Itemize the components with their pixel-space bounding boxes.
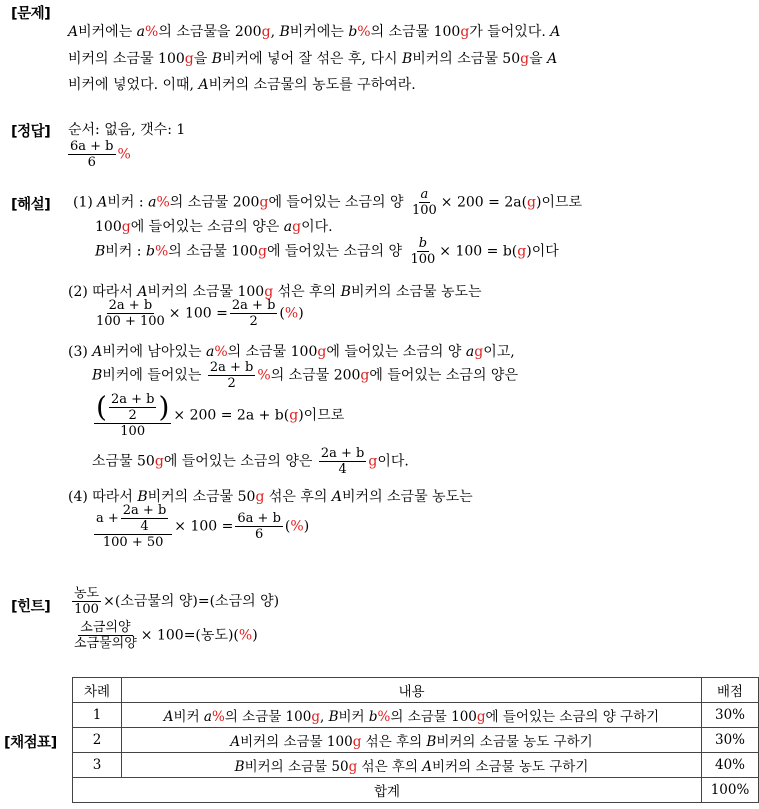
rubric-header-no: 차례 [73, 678, 122, 703]
rubric-row [73, 728, 759, 753]
rubric-row [73, 753, 759, 778]
solution-2a: (2) 따라서 A비커의 소금물 100g 섞은 후의 B비커의 소금물 농도는 [68, 284, 482, 300]
solution-3d: 소금물 50g에 들어있는 소금의 양은 $\frac{2a + b}{4}$ g이다. [92, 446, 409, 477]
rubric-total-row [73, 778, 759, 803]
rubric-table [72, 677, 759, 803]
rubric-total-score: 100% [702, 778, 759, 803]
rubric-header-content: 내용 [122, 678, 702, 703]
rubric-row-score: 30% [702, 728, 759, 753]
solution-2b: $\frac{2a + b}{100 + 100}$ × 100 = $\frac{2a + b}{2}$ (%) [96, 298, 304, 329]
problem-line-1: A비커에는 a%의 소금물을 200g, B비커에는 b%의 소금물 100g가 들어있다. A [68, 24, 561, 40]
rubric-row [73, 703, 759, 728]
hint-tag: [힌트] [11, 599, 51, 615]
solution-4a: (4) 따라서 B비커의 소금물 50g 섞은 후의 A비커의 소금물 농도는 [68, 489, 473, 505]
solution-1b: 100g에 들어있는 소금의 양은 ag이다. [95, 219, 333, 235]
solution-4b: a + $\frac{2a + b}{4}$ 100 + 50 × 100 = $\frac{6a + b}{6}$ (%) [96, 503, 310, 550]
rubric-row-no: 1 [73, 703, 122, 728]
answer-tag: [정답] [11, 124, 51, 140]
rubric-header-row [73, 678, 759, 703]
rubric-row-no: 3 [73, 753, 122, 778]
rubric-row-content: B비커의 소금물 50g 섞은 후의 A비커의 소금물 농도 구하기 [122, 753, 702, 778]
answer-value: $\frac{6a + b}{6}$ % [70, 139, 131, 170]
hint-2: $\frac{\text{소금의양}}{\text{소금물의양}}$ × 100=(농도)(%) [74, 620, 258, 651]
solution-3b: B비커에 들어있는 $\frac{2a + b}{2}$ %의 소금물 200g에 들어있는 소금의 양은 [92, 360, 518, 391]
rubric-row-score: 30% [702, 703, 759, 728]
rubric-header-score: 배점 [702, 678, 759, 703]
solution-3a: (3) A비커에 남아있는 a%의 소금물 100g에 들어있는 소금의 양 ag이고, [68, 344, 515, 360]
solution-1a: (1) A비커 : a%의 소금물 200g에 들어있는 소금의 양 $\frac{a}{100}$ × 200 = 2a(g)이므로 [73, 187, 583, 218]
problem-line-2: 비커의 소금물 100g을 B비커에 넣어 잘 섞은 후, 다시 B비커의 소금물 50g을 A [68, 51, 558, 67]
rubric-total-label: 합계 [73, 778, 702, 803]
hint-1: $\frac{\text{농도}}{100}$ ×(소금물의 양)=(소금의 양) [74, 586, 280, 617]
problem-tag: [문제] [11, 6, 51, 22]
solution-1c: B비커 : b%의 소금물 100g에 들어있는 소금의 양 $\frac{b}{100}$ × 100 = b(g)이다 [95, 236, 559, 267]
rubric-tag: [채점표] [4, 735, 57, 751]
solution-3c: ( $\frac{2a + b}{2}$ ) 100 × 200 = 2a + b(g)이므로 [96, 390, 345, 439]
rubric-row-no: 2 [73, 728, 122, 753]
answer-order: 순서: 없음, 갯수: 1 [68, 122, 186, 138]
rubric-row-content: A비커의 소금물 100g 섞은 후의 B비커의 소금물 농도 구하기 [122, 728, 702, 753]
rubric-row-score: 40% [702, 753, 759, 778]
rubric-row-content: A비커 a%의 소금물 100g, B비커 b%의 소금물 100g에 들어있는 소금의 양 구하기 [122, 703, 702, 728]
solution-tag: [해설] [11, 197, 51, 213]
problem-line-3: 비커에 넣었다. 이때, A비커의 소금물의 농도를 구하여라. [68, 77, 416, 93]
